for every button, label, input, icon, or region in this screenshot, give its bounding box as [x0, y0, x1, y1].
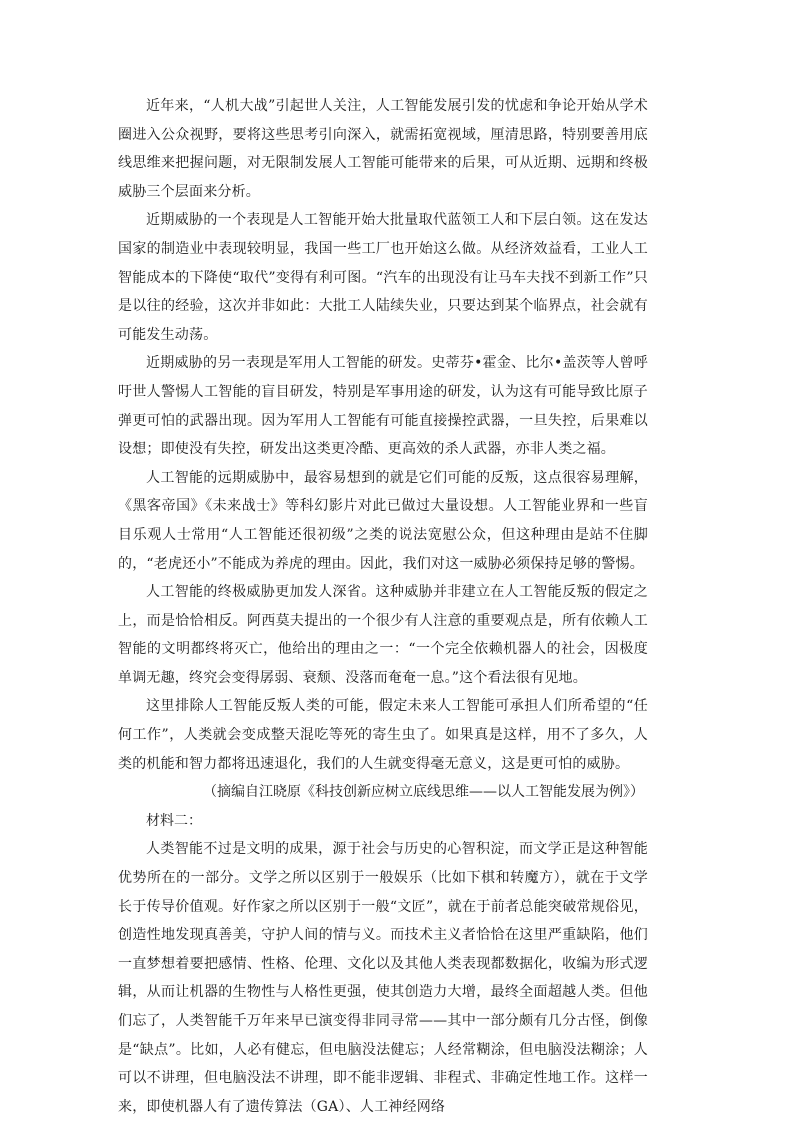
material-two-heading: 材料二： — [146, 812, 202, 829]
paragraph-long-term-threat: 人工智能的远期威胁中，最容易想到的就是它们可能的反叛，这点很容易理解，《黑客帝国》《未来战士》等科幻影片对此已做过大量设想。人工智能业界和一些盲目乐观人士常用“人工智能还很初级”之类的说法宽慰公众，但这种理由是站不住脚的，“老虎还小”不能成为养虎的理由。因此，我们对这一威胁必须保持足够的警惕。 — [118, 469, 648, 572]
paragraph-parasite: 这里排除人工智能反叛人类的可能，假定未来人工智能可承担人们所希望的“任何工作”，人类就会变成整天混吃等死的寄生虫了。如果真是这样，用不了多久，人类的机能和智力都将迅速退化，我们的人生就变得毫无意义，这是更可怕的威胁。 — [118, 698, 648, 772]
paragraph-ultimate-threat: 人工智能的终极威胁更加发人深省。这种威胁并非建立在人工智能反叛的假定之上，而是恰恰相反。阿西莫夫提出的一个很少有人注意的重要观点是，所有依赖人工智能的文明都终将灭亡，他给出的理由之一：“一个完全依赖机器人的社会，因极度单调无趣，终究会变得孱弱、衰颓、没落而奄奄一息。”这个看法很有见地。 — [118, 584, 648, 686]
paragraph-near-threat-jobs: 近期威胁的一个表现是人工智能开始大批量取代蓝领工人和下层白领。这在发达国家的制造业中表现较明显，我国一些工厂也开始这么做。从经济效益看，工业人工智能成本的下降使“取代”变得有利可图。“汽车的出现没有让马车夫找不到新工作”只是以往的经验，这次并非如此：大批工人陆续失业，只要达到某个临界点，社会就有可能发生动荡。 — [118, 212, 648, 343]
paragraph-near-threat-military: 近期威胁的另一表现是军用人工智能的研发。史蒂芬•霍金、比尔•盖茨等人曾呼吁世人警惕人工智能的盲目研发，特别是军事用途的研发，认为这有可能导致比原子弹更可怕的武器出现。因为军用人工智能有可能直接操控武器，一旦失控，后果难以设想；即使没有失控，研发出这类更冷酷、更高效的杀人武器，亦非人类之福。 — [118, 355, 648, 458]
paragraph-material-two: 人类智能不过是文明的成果，源于社会与历史的心智积淀，而文学正是这种智能优势所在的一部分。文学之所以区别于一般娱乐（比如下棋和转魔方），就在于文学长于传导价值观。好作家之所以区别于一般“文匠”，就在于前者总能突破常规俗见，创造性地发现真善美，守护人间的情与义。而技术主义者恰恰在这里严重缺陷，他们一直梦想着要把感情、性格、伦理、文化以及其他人类表现都数据化，收编为形式逻辑，从而让机器的生物性与人格性更强，使其创造力大增，最终全面超越人类。但他们忘了，人类智能千万年来早已演变得非同寻常——其中一部分颇有几分古怪，倒像是“缺点”。比如，人必有健忘，但电脑没法健忘；人经常糊涂，但电脑没法糊涂；人可以不讲理，但电脑没法不讲理，即不能非逻辑、非程式、非确定性地工作。这样一来，即使机器人有了遗传算法（GA）、人工神经网络 — [118, 841, 648, 1115]
source-citation: （摘编自江晓原《科技创新应树立底线思维——以人工智能发展为例》） — [203, 784, 644, 801]
paragraph-intro: 近年来，“人机大战”引起世人关注，人工智能发展引发的忧虑和争论开始从学术圈进入公众视野，要将这些思考引向深入，就需拓宽视域，厘清思路，特别要善用底线思维来把握问题，对无限制发展人工智能可能带来的后果，可从近期、远期和终极威胁三个层面来分析。 — [118, 98, 648, 200]
